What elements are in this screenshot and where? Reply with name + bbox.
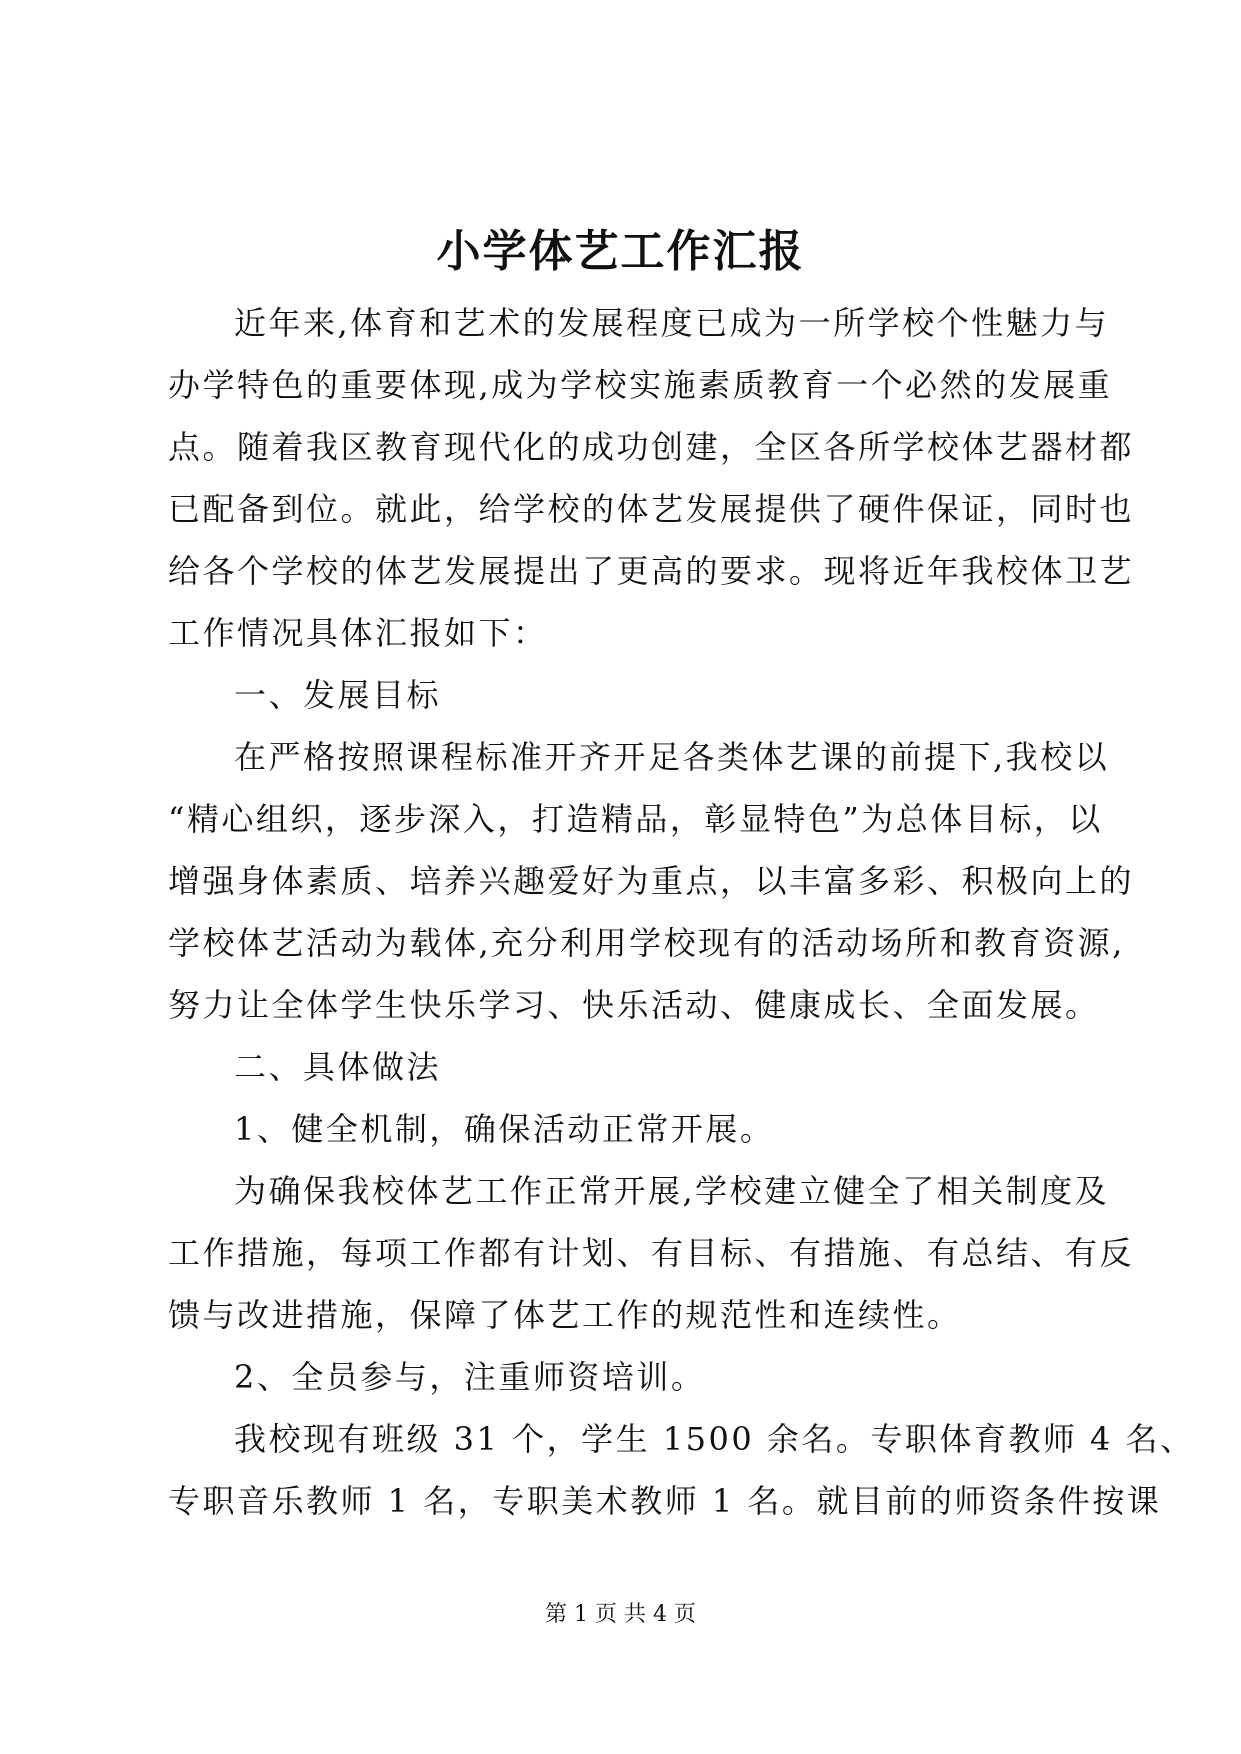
- paragraph-line: “精心组织，逐步深入，打造精品，彰显特色”为总体目标，以: [168, 800, 1103, 838]
- paragraph-line: 在严格按照课程标准开齐开足各类体艺课的前提下,我校以: [234, 738, 1110, 776]
- paragraph-line: 工作措施，每项工作都有计划、有目标、有措施、有总结、有反: [168, 1234, 1135, 1272]
- document-body: [168, 292, 1195, 1532]
- subsection-heading: 2、全员参与，注重师资培训。: [234, 1358, 706, 1396]
- subsection-heading: 1、健全机制，确保活动正常开展。: [234, 1110, 775, 1148]
- paragraph-line: 我校现有班级 31 个，学生 1500 余名。专职体育教师 4 名、: [234, 1420, 1195, 1458]
- paragraph-line: 点。随着我区教育现代化的成功创建，全区各所学校体艺器材都: [168, 428, 1135, 466]
- paragraph-line: 为确保我校体艺工作正常开展,学校建立健全了相关制度及: [234, 1172, 1110, 1210]
- paragraph-line: 办学特色的重要体现,成为学校实施素质教育一个必然的发展重: [168, 366, 1113, 404]
- paragraph-line: 近年来,体育和艺术的发展程度已成为一所学校个性魅力与: [234, 304, 1110, 342]
- paragraph-line: 已配备到位。就此，给学校的体艺发展提供了硬件保证，同时也: [168, 490, 1135, 528]
- paragraph-line: 给各个学校的体艺发展提出了更高的要求。现将近年我校体卫艺: [168, 552, 1135, 590]
- paragraph-line: 工作情况具体汇报如下：: [168, 614, 548, 652]
- section-heading: 一、发展目标: [234, 676, 442, 714]
- document-title: 小学体艺工作汇报: [436, 226, 805, 277]
- paragraph-line: 学校体艺活动为载体,充分利用学校现有的活动场所和教育资源,: [168, 924, 1125, 962]
- paragraph-line: 增强身体素质、培养兴趣爱好为重点，以丰富多彩、积极向上的: [168, 862, 1135, 900]
- paragraph-line: 专职音乐教师 1 名，专职美术教师 1 名。就目前的师资条件按课: [168, 1482, 1162, 1520]
- paragraph-line: 努力让全体学生快乐学习、快乐活动、健康成长、全面发展。: [168, 986, 1100, 1024]
- section-heading: 二、具体做法: [234, 1048, 442, 1086]
- page-footer: 第 1 页 共 4 页: [545, 1602, 696, 1627]
- paragraph-line: 馈与改进措施，保障了体艺工作的规范性和连续性。: [168, 1296, 962, 1334]
